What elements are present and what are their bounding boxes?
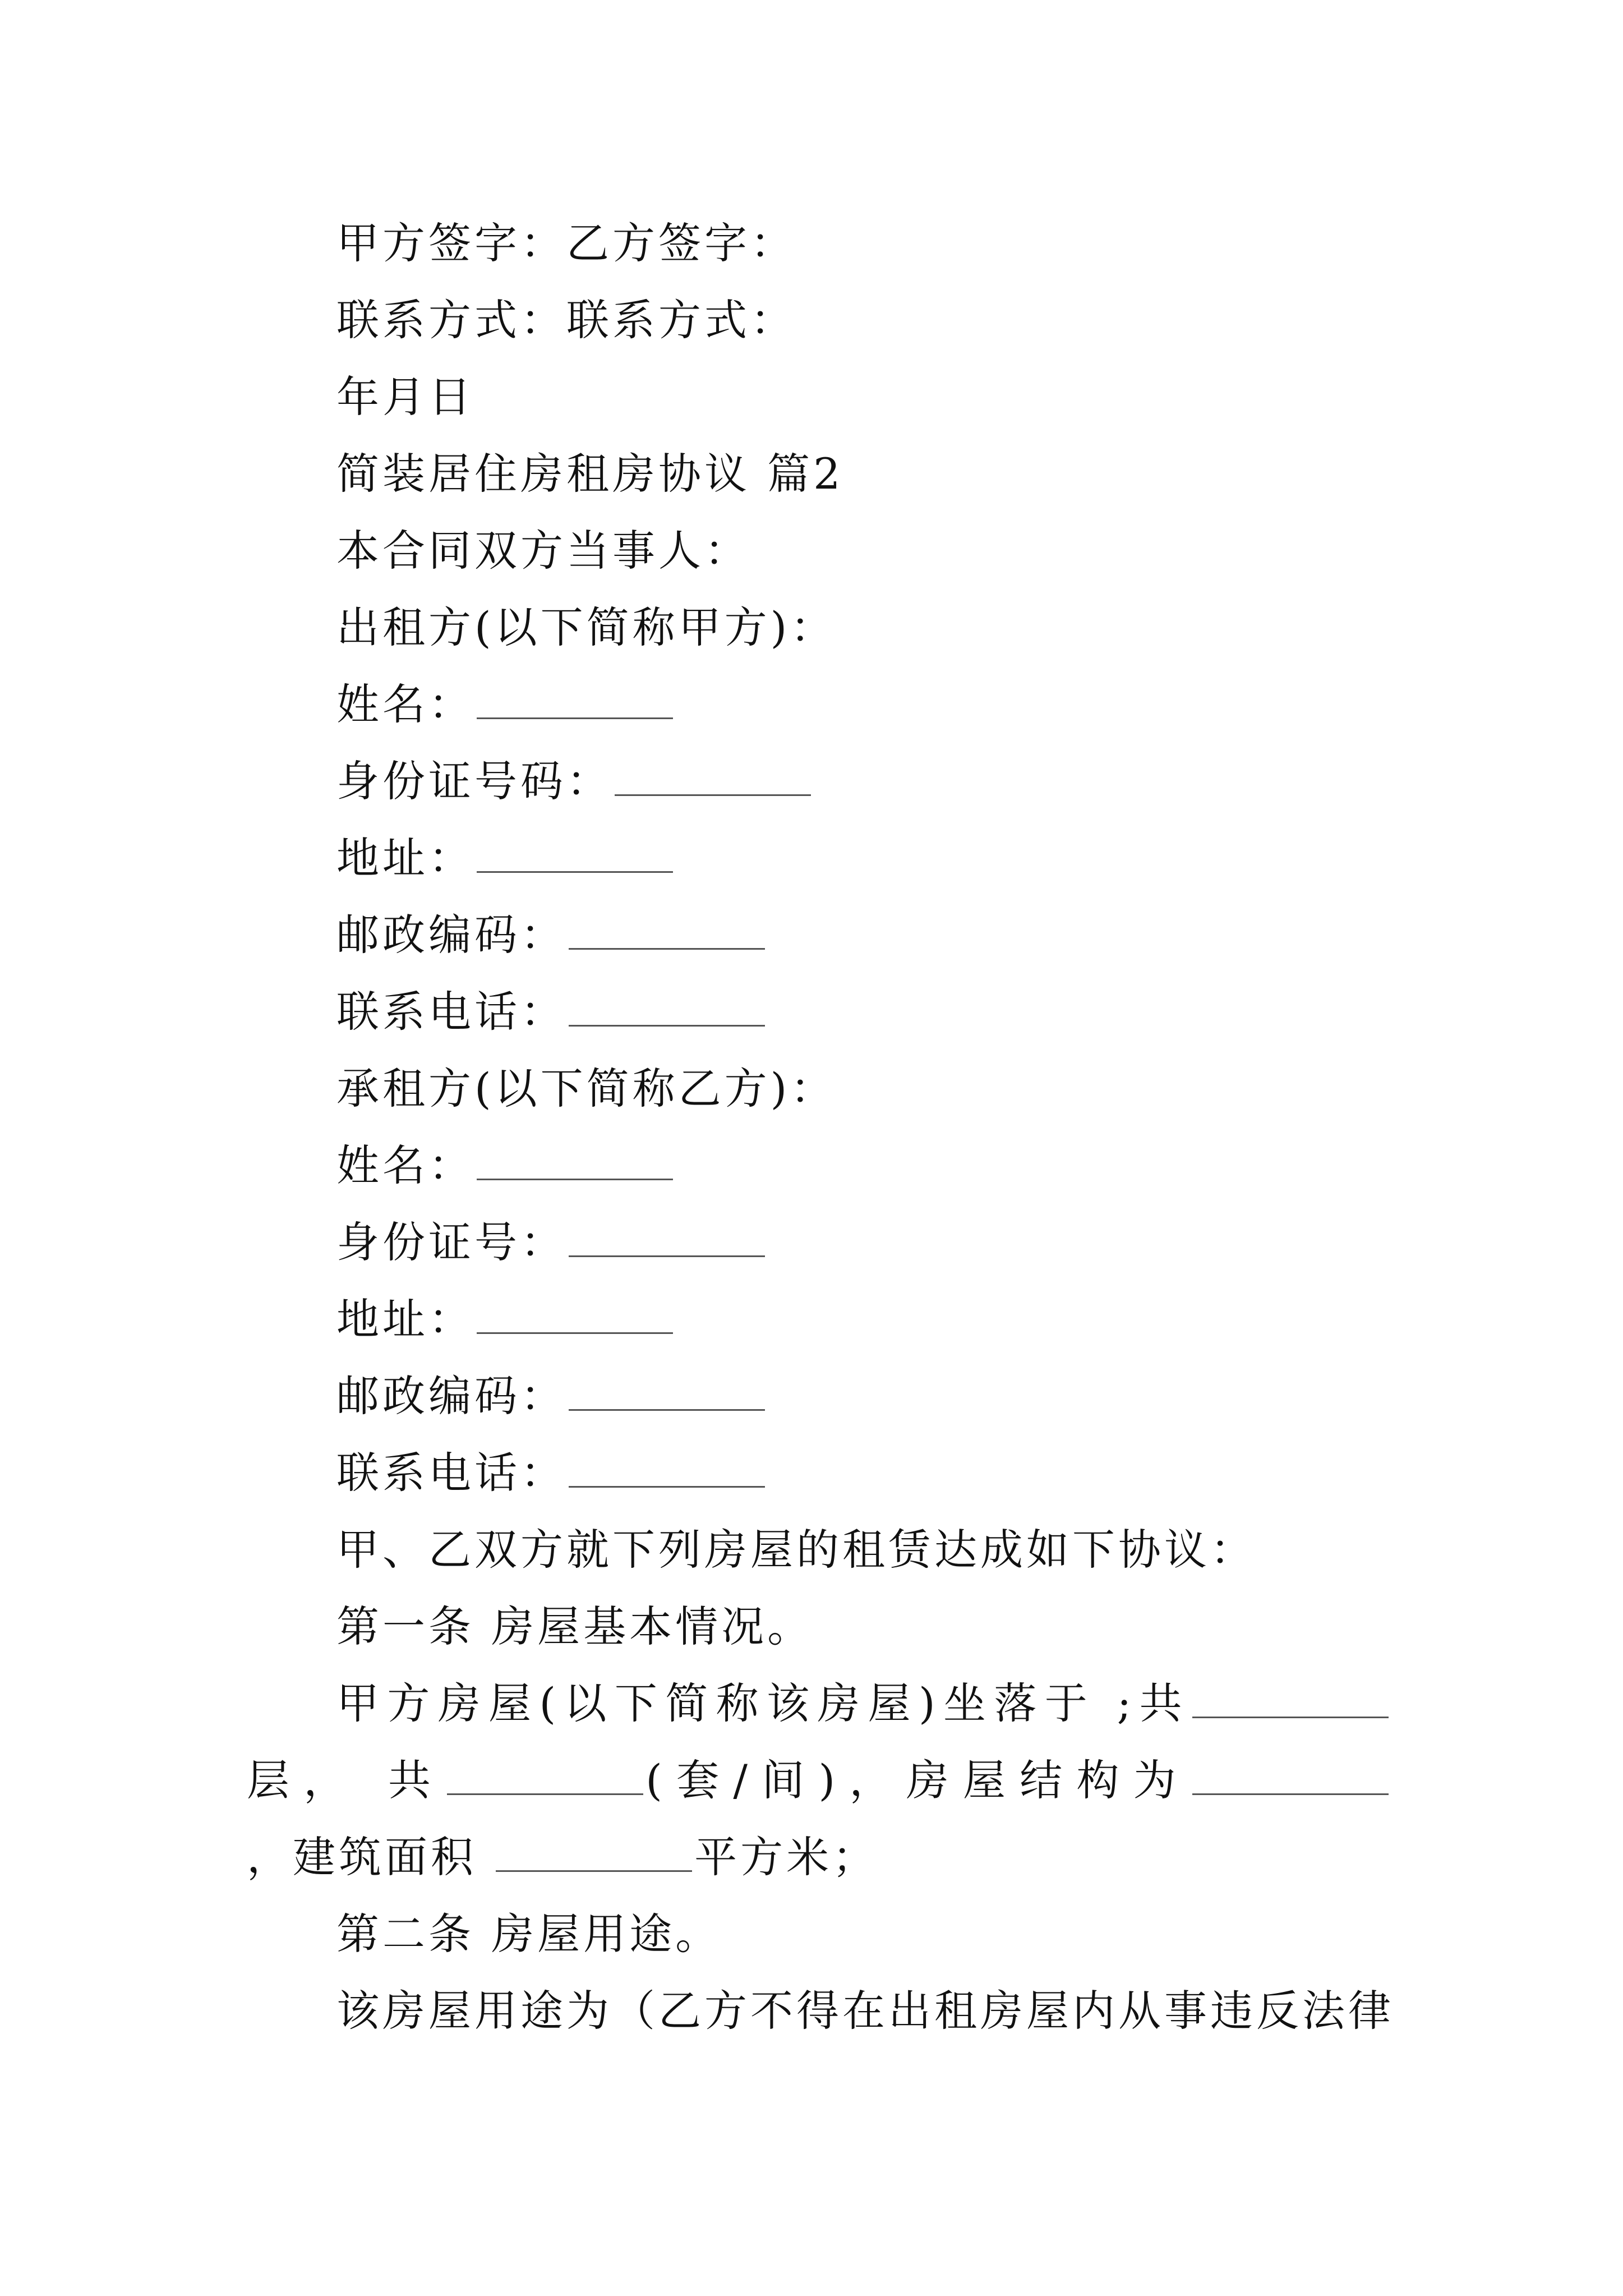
lessee-phone-row bbox=[247, 1434, 1391, 1511]
article-1-title: 第一条 房屋基本情况。 bbox=[336, 1602, 814, 1651]
house-location-text: 甲方房屋(以下简称该房屋)坐落于 ;共 bbox=[336, 1678, 1190, 1728]
agreement-line: 甲、乙双方就下列房屋的租赁达成如下协议： bbox=[336, 1525, 1256, 1575]
article-2-title: 第二条 房屋用途。 bbox=[336, 1909, 722, 1959]
purpose-line: 该房屋用途为（乙方不得在出租房屋内从事违反法律 bbox=[336, 1986, 1394, 2036]
parties-line: 本合同双方当事人： bbox=[336, 526, 750, 576]
lessee-name-row bbox=[247, 1127, 1391, 1204]
lessee-id-label: 身份证号： bbox=[336, 1217, 566, 1267]
lessee-postcode-row bbox=[247, 1358, 1391, 1434]
units-prefix: 共 bbox=[388, 1755, 445, 1805]
lessor-phone-row bbox=[247, 973, 1391, 1050]
lessor-name-row bbox=[247, 666, 1391, 743]
lessee-name-blank bbox=[477, 1176, 673, 1180]
lessor-phone-label: 联系电话： bbox=[336, 987, 566, 1037]
lessor-address-label: 地址： bbox=[336, 833, 474, 883]
lessor-postcode-label: 邮政编码： bbox=[336, 910, 566, 960]
lessor-postcode-row bbox=[247, 896, 1391, 973]
lessor-postcode-blank bbox=[569, 946, 765, 950]
lessee-id-row bbox=[247, 1204, 1391, 1281]
lessor-name-label: 姓名： bbox=[336, 679, 474, 729]
floors-blank bbox=[1192, 1714, 1389, 1718]
lessee-phone-label: 联系电话： bbox=[336, 1448, 566, 1498]
lessee-address-blank bbox=[477, 1330, 673, 1334]
signature-line: 甲方签字：乙方签字： bbox=[336, 218, 796, 268]
lessee-name-label: 姓名： bbox=[336, 1140, 474, 1190]
lessee-address-row bbox=[247, 1281, 1391, 1358]
floors-unit: 层， bbox=[247, 1755, 361, 1805]
area-unit: 平方米； bbox=[694, 1832, 879, 1882]
area-text: ，建筑面积 bbox=[247, 1832, 477, 1882]
units-blank bbox=[447, 1791, 643, 1795]
lessee-postcode-label: 邮政编码： bbox=[336, 1371, 566, 1421]
contact-line: 联系方式：联系方式： bbox=[336, 295, 796, 345]
lessee-postcode-blank bbox=[569, 1407, 765, 1411]
lessor-heading: 出租方(以下简称甲方)： bbox=[336, 602, 837, 652]
lessee-address-label: 地址： bbox=[336, 1294, 474, 1344]
area-blank bbox=[496, 1868, 692, 1872]
lessee-id-blank bbox=[569, 1253, 765, 1257]
lessee-phone-blank bbox=[569, 1484, 765, 1488]
date-line: 年月日 bbox=[336, 372, 474, 422]
lessor-id-blank bbox=[615, 792, 811, 796]
lessor-address-blank bbox=[477, 869, 673, 873]
structure-blank bbox=[1192, 1791, 1389, 1795]
lessor-address-row bbox=[247, 820, 1391, 896]
lessor-id-row bbox=[247, 743, 1391, 820]
structure-text: (套/间)，房屋结构为 bbox=[645, 1755, 1191, 1805]
lessor-name-blank bbox=[477, 715, 673, 719]
lessor-phone-blank bbox=[569, 1023, 765, 1027]
section-heading: 简装居住房租房协议 篇2 bbox=[336, 449, 844, 499]
lessor-id-label: 身份证号码： bbox=[336, 756, 612, 806]
lessee-heading: 承租方(以下简称乙方)： bbox=[336, 1064, 837, 1114]
house-description-paragraph bbox=[247, 1665, 1391, 1895]
document-body bbox=[247, 205, 1394, 2049]
